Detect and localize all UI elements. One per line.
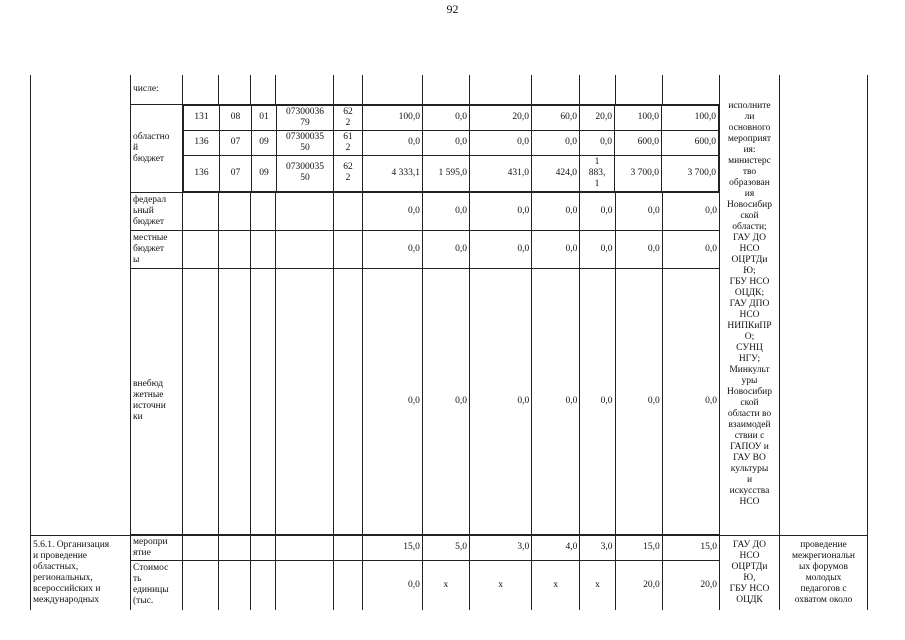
year-value: 0,0	[422, 230, 469, 268]
table-row	[184, 130, 719, 155]
year-value: 0,0	[615, 192, 662, 230]
year-value: 20,0	[615, 560, 662, 610]
year-value: 0,0	[532, 130, 580, 155]
vr-code: 62 2	[334, 155, 363, 191]
source-label: областно й бюджет	[131, 104, 183, 192]
source-label: внебюд жетные источни ки	[131, 268, 183, 534]
pr-code: 01	[252, 105, 277, 130]
vr-code: 61 2	[334, 130, 363, 155]
year-value: 0,0	[580, 130, 615, 155]
csr-code: 07300035 50	[277, 155, 334, 191]
grbs-code: 131	[184, 105, 220, 130]
year-value: 0,0	[615, 230, 662, 268]
total-value: 15,0	[362, 535, 422, 560]
pr-code: 09	[252, 130, 277, 155]
indicator-label: меропри ятие	[131, 535, 183, 560]
year-value: 0,0	[615, 268, 662, 534]
year-value: x	[580, 560, 615, 610]
indicator-label: Стоимос ть единицы (тыс.	[131, 560, 183, 610]
grbs-code: 136	[184, 155, 220, 191]
year-value: 0,0	[580, 192, 615, 230]
table-row	[184, 105, 719, 130]
year-value: 20,0	[662, 560, 719, 610]
year-value: 0,0	[470, 130, 532, 155]
total-value: 0,0	[362, 560, 422, 610]
year-value: 3,0	[470, 535, 532, 560]
table-row	[31, 535, 868, 560]
source-label: местные бюджет ы	[131, 230, 183, 268]
year-value: 0,0	[470, 192, 532, 230]
total-value: 4 333,1	[363, 155, 423, 191]
year-value: 3 700,0	[662, 155, 719, 191]
total-value: 0,0	[362, 230, 422, 268]
year-value: 0,0	[470, 230, 532, 268]
year-value: 0,0	[422, 192, 469, 230]
year-value: x	[422, 560, 469, 610]
total-value: 0,0	[363, 130, 423, 155]
table-row	[31, 75, 868, 104]
year-value: 1 595,0	[423, 155, 470, 191]
year-value: 20,0	[470, 105, 532, 130]
task-name: 5.6.1. Организация и проведение областных, региональных, всероссийских и международных	[31, 535, 131, 610]
year-value: 0,0	[532, 192, 580, 230]
year-value: 0,0	[423, 130, 470, 155]
vr-code: 62 2	[334, 105, 363, 130]
regional-budget-lines	[183, 105, 719, 192]
executors-cell: исполните ли основного мероприят ия: министерс тво образован ия Новосибир ской области; ГАУ ДО НСО ОЦРТДи Ю; ГБУ НСО ОЦДК; ГАУ ДПО НСО НИПКиПР О; СУНЦ НГУ; Минкульт уры Новосибир ской области во взаимодей ствии с ГАПОУ и ГАУ ВО культуры и искусства НСО	[720, 75, 780, 535]
year-value: 15,0	[615, 535, 662, 560]
year-value: 4,0	[532, 535, 580, 560]
page-number: 92	[446, 2, 459, 16]
year-value: 1 883, 1	[580, 155, 615, 191]
source-label: федерал ьный бюджет	[131, 192, 183, 230]
year-value: 431,0	[470, 155, 532, 191]
year-value: 5,0	[422, 535, 469, 560]
result-cell-continued	[780, 75, 868, 535]
year-value: 0,0	[580, 268, 615, 534]
year-value: x	[470, 560, 532, 610]
year-value: x	[532, 560, 580, 610]
total-value: 0,0	[362, 192, 422, 230]
year-value: 0,0	[580, 230, 615, 268]
year-value: 0,0	[423, 105, 470, 130]
budget-table	[30, 75, 868, 610]
year-value: 600,0	[615, 130, 662, 155]
year-value: 0,0	[422, 268, 469, 534]
pr-code: 09	[252, 155, 277, 191]
year-value: 600,0	[662, 130, 719, 155]
csr-code: 07300036 79	[277, 105, 334, 130]
grbs-code: 136	[184, 130, 220, 155]
total-value: 0,0	[362, 268, 422, 534]
year-value: 60,0	[532, 105, 580, 130]
year-value: 0,0	[662, 268, 719, 534]
rz-code: 07	[220, 130, 252, 155]
rz-code: 07	[220, 155, 252, 191]
year-value: 424,0	[532, 155, 580, 191]
source-label: числе:	[131, 75, 183, 104]
rz-code: 08	[220, 105, 252, 130]
year-value: 0,0	[532, 268, 580, 534]
year-value: 100,0	[662, 105, 719, 130]
result-cell: проведение межрегиональн ых форумов молодых педагогов с охватом около	[780, 535, 868, 610]
csr-code: 07300035 50	[277, 130, 334, 155]
year-value: 3,0	[580, 535, 615, 560]
executors-cell: ГАУ ДО НСО ОЦРТДи Ю, ГБУ НСО ОЦДК	[720, 535, 780, 610]
year-value: 0,0	[532, 230, 580, 268]
year-value: 0,0	[470, 268, 532, 534]
year-value: 0,0	[662, 230, 719, 268]
year-value: 15,0	[662, 535, 719, 560]
total-value: 100,0	[363, 105, 423, 130]
task-cell-continued	[31, 75, 131, 535]
year-value: 0,0	[662, 192, 719, 230]
year-value: 3 700,0	[615, 155, 662, 191]
year-value: 20,0	[580, 105, 615, 130]
year-value: 100,0	[615, 105, 662, 130]
table-row	[184, 155, 719, 191]
